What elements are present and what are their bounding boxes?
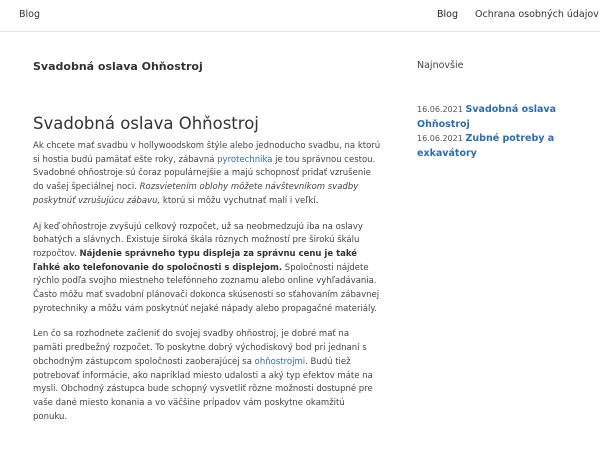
- main-content: [33, 60, 381, 422]
- page-title: Svadobná oslava Ohňostroj: [33, 60, 203, 73]
- article-paragraph-1: [33, 140, 381, 209]
- nav-item-privacy[interactable]: Ochrana osobných údajov: [475, 9, 599, 20]
- paragraph-text: Ak chcete mať svadbu v hollywoodskom štýle alebo jednoducho svadbu, na ktorú si hostia budú pamätať ešte roky, zábavná: [33, 141, 381, 165]
- ohnostrojmi-link[interactable]: ohňostrojmi: [254, 356, 306, 367]
- sidebar: [417, 60, 597, 159]
- article-body: [33, 140, 381, 436]
- paragraph-text: Spoločnosti nájdete rýchlo podľa svojho miestneho telefónneho zoznamu alebo online vyhľadávania. Často môžu mať svadobní plánovači dokonca skúsenosti so sťahovaním zábavnej pyrotechniky a môžu vám poskytnúť nejaké nápady alebo propagačné materiály.: [33, 262, 380, 314]
- recent-post-link[interactable]: Svadobná oslava Ohňostroj: [417, 104, 557, 130]
- emphasis-text: Rozsvietením oblohy môžete návštevníkom svadby poskytnúť vzrušujúcu zábavu,: [33, 182, 359, 206]
- nav-item-blog[interactable]: Blog: [437, 9, 458, 20]
- recent-post-link[interactable]: Zubné potreby a exkavátory: [417, 133, 555, 159]
- paragraph-text: Aj keď ohňostroje zvyšujú celkový rozpočet, už sa neobmedzujú iba na oslavy bohatých a slávnych. Existuje široká škála rôznych možností pre širokú škálu rozpočtov.: [33, 221, 363, 259]
- recent-posts-list: [417, 103, 597, 161]
- recent-post-item: [417, 132, 597, 161]
- top-navigation-bar: [0, 0, 600, 32]
- article-paragraph-2: [33, 221, 381, 317]
- paragraph-text: je tou správnou cestou. Svadobné ohňostroje sú čoraz populárnejšie a majú schopnosť pridať vzrušenie do vašej špeciálnej noci.: [33, 154, 376, 193]
- article-paragraph-3: [33, 328, 381, 424]
- article-title: Svadobná oslava Ohňostroj: [33, 114, 259, 133]
- bold-text: Nájdenie správneho typu displeja za správnu cenu je také ľahké ako telefonovanie do spoločnosti s displejom.: [33, 248, 358, 273]
- pyrotechnika-link[interactable]: pyrotechnika: [217, 154, 273, 165]
- main-nav: [437, 9, 599, 20]
- recent-post-item: [417, 103, 597, 132]
- sidebar-heading: Najnovšie: [417, 60, 464, 71]
- paragraph-text: Len čo sa rozhodnete začleniť do svojej svadby ohňostroj, je dobré mať na pamäti predbežný rozpočet. To poskytne dobrý východiskový bod pri jednaní s obchodným zástupcom spoločnosti zaoberajúcej sa: [33, 329, 367, 367]
- paragraph-text: ktorú si môžu vychutnať malí i veľkí.: [160, 195, 319, 206]
- brand-link[interactable]: Blog: [19, 9, 40, 20]
- post-date: 16.06.2021: [417, 134, 463, 143]
- paragraph-text: . Budú tiež potrebovať informácie, ako napríklad miesto udalosti a aký typ efektov máte na mysli. Obchodný zástupca bude schopný vysvetliť rôzne možnosti dostupné pre vaše dané miesto konania a vo väčšine prípadov vám poskytne okamžitú ponuku.: [33, 356, 373, 422]
- post-date: 16.06.2021: [417, 105, 463, 114]
